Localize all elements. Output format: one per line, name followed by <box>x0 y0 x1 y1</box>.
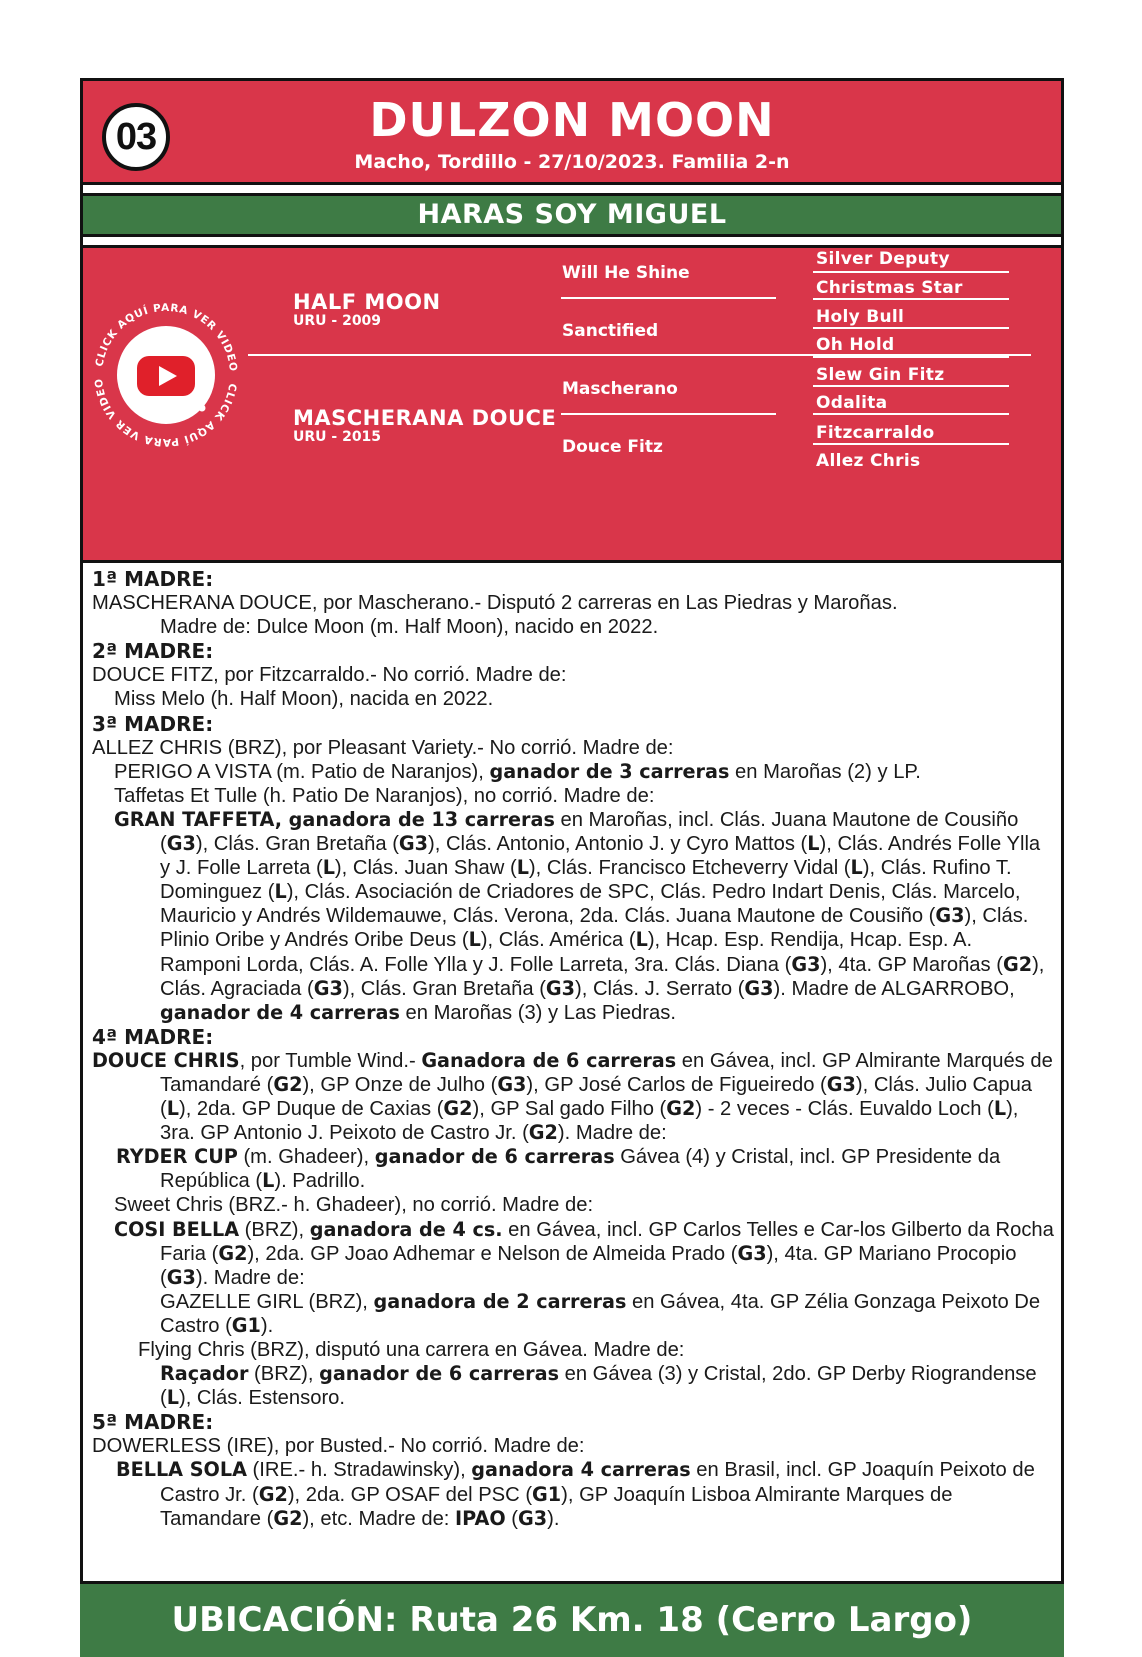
dam-2-heading: 2ª MADRE: <box>92 639 214 664</box>
horse-name: DULZON MOON <box>369 93 775 147</box>
header <box>83 81 1061 185</box>
dam-name: MASCHERANA DOUCE <box>293 406 557 430</box>
dam-3-line: ALLEZ CHRIS (BRZ), por Pleasant Variety.- No corrió. Madre de: <box>92 736 674 759</box>
great-grandparent-7: Fitzcarraldo <box>816 423 935 443</box>
flying-chris-entry: Flying Chris (BRZ), disputó una carrera en Gávea. Madre de: <box>138 1339 685 1361</box>
pedigree-table <box>83 245 1061 563</box>
video-badge[interactable] <box>91 300 241 450</box>
great-grandparent-5: Slew Gin Fitz <box>816 365 945 385</box>
grandparent-1: Will He Shine <box>562 263 690 283</box>
grandparent-3: Mascherano <box>562 379 678 399</box>
dam-5-line: DOWERLESS (IRE), por Busted.- No corrió. Madre de: <box>92 1435 585 1458</box>
taffetas-entry: Taffetas Et Tulle (h. Patio De Naranjos), no corrió. Madre de: <box>114 784 655 807</box>
great-grandparent-2: Christmas Star <box>816 278 963 298</box>
grandparent-4: Douce Fitz <box>562 437 663 457</box>
sweet-chris-entry: Sweet Chris (BRZ.- h. Ghadeer), no corrió. Madre de: <box>114 1194 594 1217</box>
perigo-a-vista-entry: PERIGO A VISTA (m. Patio de Naranjos), ganador de 3 carreras en Maroñas (2) y LP. <box>114 759 921 783</box>
catalog-card <box>80 78 1064 1654</box>
video-label-bottom: CLICK AQUÍ PARA VER VIDEO <box>92 377 239 449</box>
great-grandparent-8: Allez Chris <box>816 451 921 471</box>
youtube-play-icon[interactable] <box>137 356 195 396</box>
dam-2-produce: Miss Melo (h. Half Moon), nacida en 2022. <box>114 688 494 711</box>
sire-info: URU - 2009 <box>293 313 382 329</box>
douce-chris-entry: DOUCE CHRIS, por Tumble Wind.- Ganadora de 6 carreras en Gávea, incl. GP Almirante Marqués de Tamandaré (G2), GP Onze de Julho (G3), GP José Carlos de Figueiredo (G3), Clás. Julio Capua (L), 2da. GP Duque de Caxias (G2), GP Sal gado Filho (G2) - 2 veces - Clás. Euvaldo Loch (L), 3ra. GP Antonio J. Peixoto de Castro Jr. (G2). Madre de: <box>92 1048 1053 1145</box>
gran-taffeta-entry: GRAN TAFFETA, ganadora de 13 carreras en Maroñas, incl. Clás. Juana Mautone de Cousiño (G3), Clás. Gran Bretaña (G3), Clás. Antonio, Antonio J. y Cyro Mattos (L), Clás. Andrés Folle Ylla y J. Folle Larreta (L), Clás. Juan Shaw (L), Clás. Francisco Etcheverry Vidal (L), Clás. Rufino T. Dominguez (L), Clás. Asociación de Criadores de SPC, Clás. Pedro Indart Denis, Clás. Marcelo, Mauricio y Andrés Wildemauwe, Clás. Verona, 2da. Clás. Juana Mautone de Cousiño (G3), Clás. Plinio Oribe y Andrés Oribe Deus (L), Clás. América (L), Hcap. Esp. Rendija, Hcap. Esp. A. Ramponi Lorda, Clás. A. Folle Ylla y J. Folle Larreta, 3ra. Clás. Diana (G3), 4ta. GP Maroñas (G2), Clás. Agraciada (G3), Clás. Gran Bretaña (G3), Clás. J. Serrato (G3). Madre de ALGARROBO, ganador de 4 carreras en Maroñas (3) y Las Piedras. <box>114 807 1045 1024</box>
great-grandparent-4: Oh Hold <box>816 335 895 355</box>
dam-info: URU - 2015 <box>293 429 382 445</box>
racador-entry: Raçador (BRZ), ganador de 6 carreras en Gávea (3) y Cristal, 2do. GP Derby Riograndense (L), Clás. Estensoro. <box>160 1362 1037 1410</box>
great-grandparent-3: Holy Bull <box>816 307 905 327</box>
dam-3-heading: 3ª MADRE: <box>92 711 214 736</box>
great-grandparent-6: Odalita <box>816 393 888 413</box>
cosi-bella-entry: COSI BELLA (BRZ), ganadora de 4 cs. en Gávea, incl. GP Carlos Telles e Car-los Gilberto da Rocha Faria (G2), 2da. GP Joao Adhemar e Nelson de Almeida Prado (G3), 4ta. GP Mariano Procopio (G3). Madre de: <box>114 1217 1054 1289</box>
bella-sola-entry: BELLA SOLA (IRE.- h. Stradawinsky), ganadora 4 carreras en Brasil, incl. GP Joaquín Peixoto de Castro Jr. (G2), 2da. GP OSAF del PSC (G1), GP Joaquín Lisboa Almirante Marques de Tamandare (G2), etc. Madre de: IPAO (G3). <box>116 1458 1035 1530</box>
female-family-text <box>92 567 1054 1531</box>
lot-number-badge: 03 <box>102 103 170 171</box>
great-grandparent-1: Silver Deputy <box>816 249 950 269</box>
dam-1-line: MASCHERANA DOUCE, por Mascherano.- Disputó 2 carreras en Las Piedras y Maroñas. <box>92 592 898 615</box>
dam-1-heading: 1ª MADRE: <box>92 567 214 591</box>
ryder-cup-entry: RYDER CUP (m. Ghadeer), ganador de 6 carreras Gávea (4) y Cristal, incl. GP Presidente da República (L). Padrillo. <box>116 1145 1001 1193</box>
gazelle-girl-entry: GAZELLE GIRL (BRZ), ganadora de 2 carreras en Gávea, 4ta. GP Zélia Gonzaga Peixoto De Castro (G1). <box>160 1289 1041 1337</box>
video-label-top: CLICK AQUÍ PARA VER VIDEO <box>93 301 240 373</box>
grandparent-2: Sanctified <box>562 321 659 341</box>
dam-5-heading: 5ª MADRE: <box>92 1410 214 1435</box>
dam-2-line: DOUCE FITZ, por Fitzcarraldo.- No corrió. Madre de: <box>92 664 567 687</box>
breeder-band: HARAS SOY MIGUEL <box>83 193 1061 237</box>
location-footer: UBICACIÓN: Ruta 26 Km. 18 (Cerro Largo) <box>80 1581 1064 1657</box>
horse-subtitle: Macho, Tordillo - 27/10/2023. Familia 2-n <box>354 151 790 173</box>
sire-name: HALF MOON <box>293 290 441 314</box>
dam-4-heading: 4ª MADRE: <box>92 1024 214 1049</box>
video-link[interactable] <box>91 300 241 450</box>
dam-1-produce: Madre de: Dulce Moon (m. Half Moon), nacido en 2022. <box>160 616 659 639</box>
